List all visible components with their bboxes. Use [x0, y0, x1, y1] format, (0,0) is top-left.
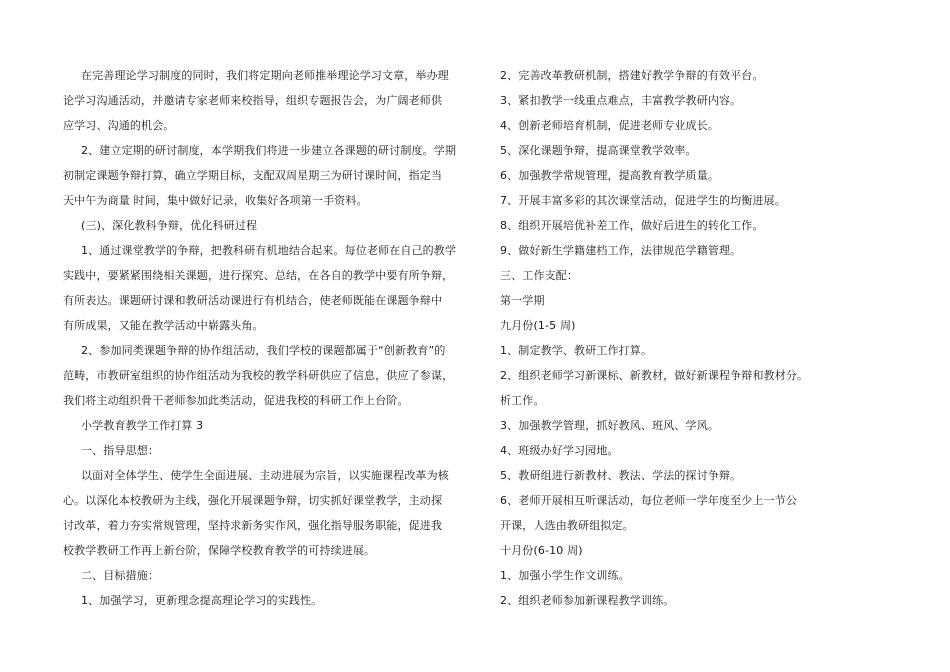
paragraph-line: 有所成果，又能在教学活动中崭露头角。 — [63, 319, 264, 332]
paragraph-line: 2、建立定期的研讨制度，本学期我们将进一步建立各课题的研讨制度。学期 — [81, 144, 457, 157]
list-item: 9、做好新生学籍建档工作，法律规范学籍管理。 — [500, 244, 742, 257]
list-item: 7、开展丰富多彩的其次课堂活动，促进学生的均衡进展。 — [500, 194, 786, 207]
list-item-continuation: 析工作。 — [500, 394, 545, 407]
paragraph-line: 心。以深化本校教研为主线，强化开展课题争辩，切实抓好课堂教学，主动探 — [63, 494, 443, 507]
list-item: 1、加强小学生作文训练。 — [500, 569, 630, 582]
section-heading: (三)、深化教科争辩，优化科研过程 — [81, 219, 258, 232]
paragraph-line: 范畴，市教研室组织的协作组活动为我校的教学科研供应了信息，供应了参谋， — [63, 369, 454, 382]
paragraph-line: 初制定课题争辩打算，确立学期目标，支配双周星期三为研讨课时间，指定当 — [63, 169, 443, 182]
list-item: 1、制定教学、教研工作打算。 — [500, 344, 653, 357]
list-item: 4、班级办好学习园地。 — [500, 444, 619, 457]
paragraph-line: 应学习、沟通的机会。 — [63, 119, 175, 132]
paragraph-line: 以面对全体学生、使学生全面进展、主动进展为宗旨，以实施课程改革为核 — [81, 469, 449, 482]
document-title: 小学教育教学工作打算 3 — [81, 419, 204, 432]
paragraph-line: 有所表达。课题研讨课和教研活动课进行有机结合，使老师既能在课题争辩中 — [63, 294, 443, 307]
right-text-column — [500, 63, 830, 613]
paragraph-line: 1、加强学习，更新理念提高理论学习的实践性。 — [81, 594, 323, 607]
list-item: 2、完善改革教研机制，搭建好教学争辩的有效平台。 — [500, 69, 764, 82]
list-item: 8、组织开展培优补差工作，做好后进生的转化工作。 — [500, 219, 764, 232]
list-item: 5、深化课题争辩，提高课堂教学效率。 — [500, 144, 697, 157]
paragraph-line: 2、参加同类课题争辩的协作组活动，我们学校的课题都属于“创新教育”的 — [81, 344, 446, 357]
list-item: 6、加强教学常规管理，提高教育教学质量。 — [500, 169, 719, 182]
list-item: 3、加强教学管理，抓好教风、班风、学风。 — [500, 419, 719, 432]
list-item-continuation: 开课，人选由教研组拟定。 — [500, 519, 634, 532]
paragraph-line: 实践中，要紧紧围绕相关课题，进行探究、总结，在各自的教学中要有所争辩， — [63, 269, 454, 282]
left-text-column — [63, 63, 465, 613]
paragraph-line: 我们将主动组织骨干老师参加此类活动，促进我校的科研工作上台阶。 — [63, 394, 409, 407]
paragraph-line: 在完善理论学习制度的同时，我们将定期向老师推举理论学习文章，举办理 — [81, 69, 449, 82]
paragraph-line: 论学习沟通活动，并邀请专家老师来校指导，组织专题报告会，为广阔老师供 — [63, 94, 443, 107]
list-item: 4、创新老师培育机制，促进老师专业成长。 — [500, 119, 719, 132]
paragraph-line: 天中午为商量 时间，集中做好记录，收集好各项第一手资料。 — [63, 194, 368, 207]
subsection-heading: 第一学期 — [500, 294, 545, 307]
month-heading: 九月份(1-5 周) — [500, 319, 576, 332]
list-item: 3、紧扣教学一线重点难点，丰富教学教研内容。 — [500, 94, 742, 107]
month-heading: 十月份(6-10 周) — [500, 544, 583, 557]
list-item: 2、组织老师学习新课标、新教材，做好新课程争辩和教材分。 — [500, 369, 809, 382]
paragraph-line: 校教学教研工作再上新台阶，保障学校教育教学的可持续进展。 — [63, 544, 376, 557]
list-item: 2、组织老师参加新课程教学训练。 — [500, 594, 675, 607]
list-item: 5、教研组进行新教材、教法、学法的探讨争辩。 — [500, 469, 742, 482]
section-heading: 三、工作支配： — [500, 269, 579, 282]
list-item: 6、老师开展相互听课活动，每位老师一学年度至少上一节公 — [500, 494, 798, 507]
paragraph-line: 1、通过课堂教学的争辩，把教科研有机地结合起来。每位老师在自己的教学 — [81, 244, 457, 257]
section-heading: 一、指导思想： — [81, 444, 160, 457]
paragraph-line: 讨改革，着力夯实常规管理，坚持求新务实作风，强化指导服务职能，促进我 — [63, 519, 443, 532]
section-heading: 二、目标措施： — [81, 569, 160, 582]
